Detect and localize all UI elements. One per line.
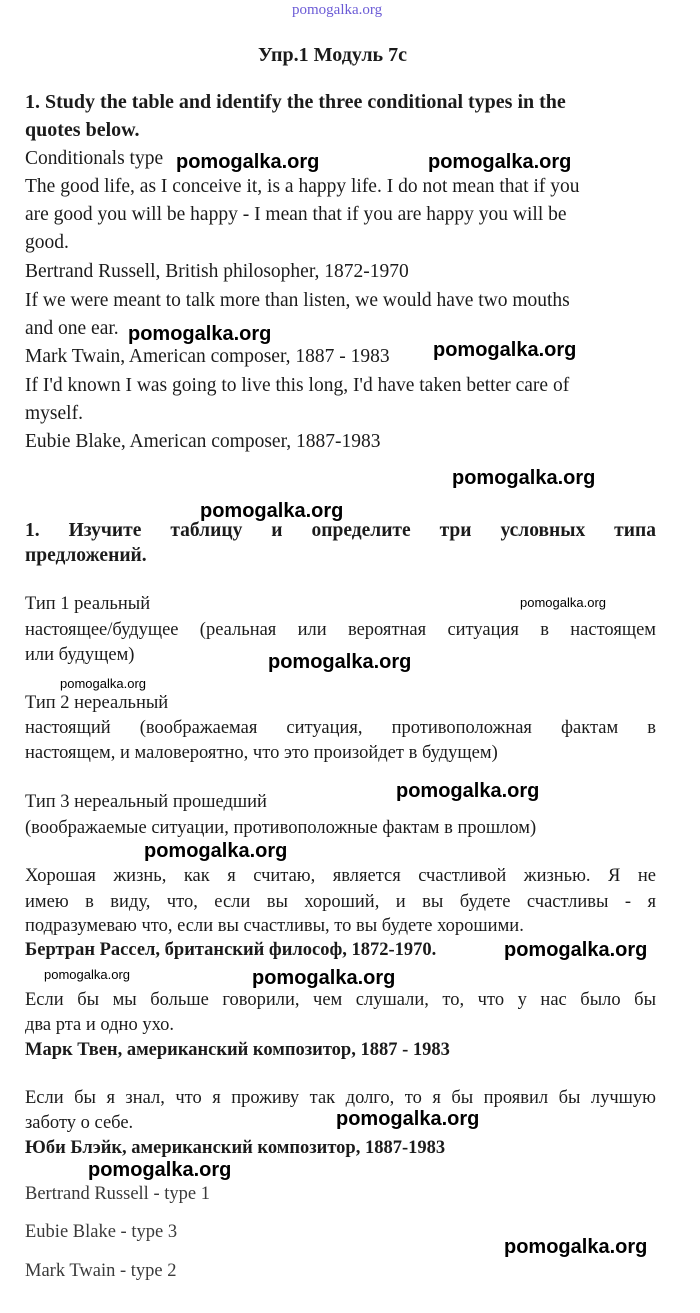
watermark: pomogalka.org <box>144 840 288 862</box>
watermark: pomogalka.org <box>60 676 146 691</box>
task-en-line1: 1. Study the table and identify the three conditional types in the <box>25 91 566 113</box>
type2-desc-line1: настоящий (воображаемая ситуация, противоположная фактам в <box>25 718 656 738</box>
quote-en-1-line1: The good life, as I conceive it, is a happy life. I do not mean that if you <box>25 176 580 197</box>
quote-ru-3-line2: заботу о себе. <box>25 1113 134 1133</box>
watermark: pomogalka.org <box>452 467 596 489</box>
quote-en-3-line1: If I'd known I was going to live this long, I'd have taken better care of <box>25 375 570 396</box>
watermark: pomogalka.org <box>520 595 606 610</box>
author-ru-1: Бертран Рассел, британский философ, 1872-1970. <box>25 940 437 960</box>
task-en-line2: quotes below. <box>25 119 140 141</box>
watermark: pomogalka.org <box>252 967 396 989</box>
watermark: pomogalka.org <box>268 651 412 673</box>
answer-2: Eubie Blake - type 3 <box>25 1222 178 1242</box>
watermark: pomogalka.org <box>336 1108 480 1130</box>
quote-en-1-line2: are good you will be happy - I mean that if you are happy you will be <box>25 204 567 225</box>
task-ru-line2: предложений. <box>25 545 147 566</box>
quote-en-2-line2: and one ear. <box>25 318 119 339</box>
watermark: pomogalka.org <box>200 500 344 522</box>
type1-desc-line1: настоящее/будущее (реальная или вероятная ситуация в настоящем <box>25 620 656 640</box>
watermark: pomogalka.org <box>433 339 577 361</box>
conditionals-label: Conditionals type <box>25 148 164 169</box>
quote-en-2-line1: If we were meant to talk more than listen, we would have two mouths <box>25 290 570 311</box>
watermark: pomogalka.org <box>44 967 130 982</box>
quote-en-1-line3: good. <box>25 232 69 253</box>
author-en-1: Bertrand Russell, British philosopher, 1872-1970 <box>25 261 409 282</box>
answer-1: Bertrand Russell - type 1 <box>25 1184 210 1204</box>
watermark: pomogalka.org <box>88 1159 232 1181</box>
top-watermark: pomogalka.org <box>292 2 383 18</box>
quote-ru-1-line1: Хорошая жизнь, как я считаю, является счастливой жизнью. Я не <box>25 866 656 886</box>
quote-en-3-line2: myself. <box>25 403 83 424</box>
type1-desc-line2: или будущем) <box>25 645 135 665</box>
watermark: pomogalka.org <box>176 151 320 173</box>
type2-title: Тип 2 нереальный <box>25 693 169 713</box>
type2-desc-line2: настоящем, и маловероятно, что это произойдет в будущем) <box>25 743 498 763</box>
page-title: Упр.1 Модуль 7с <box>258 44 408 66</box>
author-ru-3: Юби Блэйк, американский композитор, 1887-1983 <box>25 1138 446 1158</box>
task-ru-line1: 1. Изучите таблицу и определите три условных типа <box>25 520 656 541</box>
watermark: pomogalka.org <box>128 323 272 345</box>
watermark: pomogalka.org <box>428 151 572 173</box>
author-ru-2: Марк Твен, американский композитор, 1887 - 1983 <box>25 1040 450 1060</box>
type1-title: Тип 1 реальный <box>25 594 151 614</box>
watermark: pomogalka.org <box>504 939 648 961</box>
quote-ru-1-line3: подразумеваю что, если вы счастливы, то вы будете хорошими. <box>25 916 524 936</box>
quote-ru-2-line1: Если бы мы больше говорили, чем слушали, то, что у нас было бы <box>25 990 656 1010</box>
quote-ru-1-line2: имею в виду, что, если вы хороший, и вы будете счастливы - я <box>25 892 656 912</box>
author-en-3: Eubie Blake, American composer, 1887-1983 <box>25 431 381 452</box>
quote-ru-3-line1: Если бы я знал, что я проживу так долго, то я бы проявил бы лучшую <box>25 1088 656 1108</box>
type3-desc: (воображаемые ситуации, противоположные фактам в прошлом) <box>25 818 537 838</box>
watermark: pomogalka.org <box>504 1236 648 1258</box>
type3-title: Тип 3 нереальный прошедший <box>25 792 267 812</box>
watermark: pomogalka.org <box>396 780 540 802</box>
author-en-2: Mark Twain, American composer, 1887 - 1983 <box>25 346 390 367</box>
answer-3: Mark Twain - type 2 <box>25 1261 177 1281</box>
quote-ru-2-line2: два рта и одно ухо. <box>25 1015 174 1035</box>
